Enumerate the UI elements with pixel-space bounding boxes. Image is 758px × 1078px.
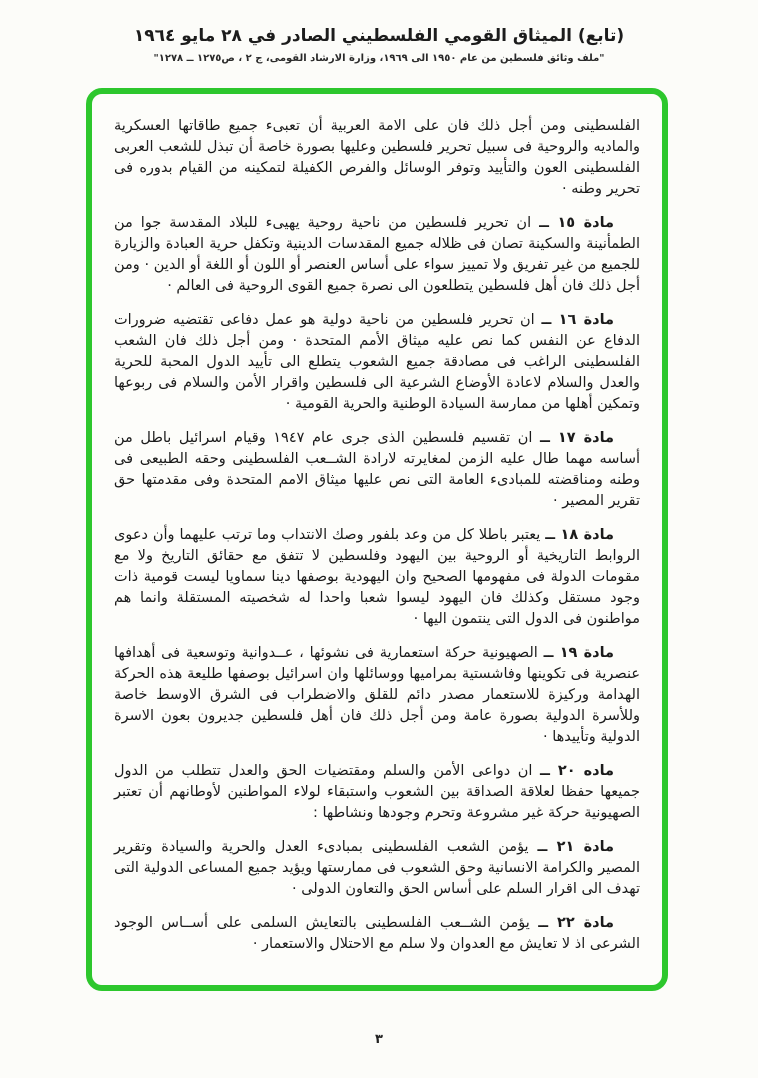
- article-18-label: مادة ١٨ ــ: [545, 527, 615, 543]
- page-number: ٣: [375, 1032, 383, 1047]
- page-header: [0, 26, 758, 64]
- article-15-label: مادة ١٥ ــ: [539, 215, 614, 231]
- article-18-text: يعتبر باطلا كل من وعد بلفور وصك الانتداب وما ترتب عليهما وأن دعوى الروابط التاريخية أو الروحية بين اليهود وفلسطين لا تتفق مع حقائق التاريخ ولا مع مقومات الدولة فى مفهومها الصحيح وان اليهودية بوصفها دينا سماويا ليست قومية ذات وجود مستقل وكذلك فان اليهود ليسوا شعبا واحدا له شخصيته المستقلة وانما هم مواطنون فى الدول التى ينتمون اليها ·: [114, 527, 640, 627]
- article-17: [114, 428, 640, 512]
- article-15-text: ان تحرير فلسطين من ناحية روحية يهيىء للبلاد المقدسة جوا من الطمأنينة والسكينة تصان فى ظلاله جميع المقدسات الدينية وتكفل حرية العبادة والزيارة للجميع من غير تفريق ولا تمييز سواء على أساس العنصر أو اللون أو اللغة أو الدين · ومن أجل ذلك فان أهل فلسطين يتطلعون الى نصرة جميع القوى الروحية فى العالم ·: [114, 215, 640, 294]
- continuation-paragraph: الفلسطينى ومن أجل ذلك فان على الامة العربية أن تعبىء جميع طاقاتها العسكرية والماديه والروحية فى سبيل تحرير فلسطين وعليها بصورة خاصة أن تبذل للشعب العربى الفلسطينى العون والتأييد وتوفر الوسائل والفرص الكفيلة لتمكينه من القيام بدوره فى تحرير وطنه ·: [114, 118, 640, 197]
- article-20: [114, 761, 640, 824]
- article-16-text: ان تحرير فلسطين من ناحية دولية هو عمل دفاعى تقتضيه ضرورات الدفاع عن النفس كما نص عليه ميثاق الأمم المتحدة · ومن أجل ذلك فان الشعب الفلسطينى الراغب فى مصادقة جميع الشعوب يتطلع الى تأييد الدول المحبة للحرية والعدل والسلام لاعادة الأوضاع الشرعية الى فلسطين واقرار الأمن والسلام فى ربوعها وتمكين أهلها من ممارسة السيادة الوطنية والحرية القومية ·: [114, 312, 640, 412]
- article-20-text: ان دواعى الأمن والسلم ومقتضيات الحق والعدل تتطلب من الدول جميعها حفظا لعلاقة الصداقة بين الشعوب واستبقاء لولاء المواطنين لأوطانهم أن تعتبر الصهيونية حركة غير مشروعة وتحرم وجودها ونشاطها :: [114, 763, 640, 821]
- article-16: [114, 310, 640, 415]
- article-21-label: مادة ٢١ ــ: [537, 839, 614, 855]
- charter-text-block: [92, 94, 662, 985]
- article-21-text: يؤمن الشعب الفلسطينى بمبادىء العدل والحرية والسيادة وتقرير المصير والكرامة الانسانية وحق الشعوب فى ممارستها ويؤيد جميع المساعى الدولية التى تهدف الى اقرار السلم على أساس الحق والتعاون الدولى ·: [114, 839, 640, 897]
- article-18: [114, 525, 640, 630]
- page-header-title: (تابع) الميثاق القومي الفلسطيني الصادر في ٢٨ مايو ١٩٦٤: [133, 26, 625, 46]
- article-19-label: مادة ١٩ ــ: [543, 645, 615, 661]
- article-16-label: مادة ١٦ ــ: [541, 312, 614, 328]
- article-22: [114, 913, 640, 955]
- article-20-label: ماده ٢٠ ــ: [539, 763, 614, 779]
- article-19: [114, 643, 640, 748]
- article-22-text: يؤمن الشــعب الفلسطينى بالتعايش السلمى على أســاس الوجود الشرعى اذ لا تعايش مع العدوان ولا سلم مع الاحتلال والاستعمار ·: [114, 915, 640, 952]
- article-19-text: الصهيونية حركة استعمارية فى نشوئها ، عــدوانية وتوسعية فى أهدافها عنصرية فى تكوينها وفاشستية بمراميها ووسائلها وان اسرائيل بوصفها طليعة هذه الحركة الهدامة وركيزة للاستعمار مصدر دائم للقلق والاضطراب فى الشرق الاوسط خاصة وللأسرة الدولية بصورة عامة ومن أجل ذلك فان أهل فلسطين جديرون بعون الاسرة الدولية وتأييدها ·: [114, 645, 640, 745]
- article-17-text: ان تقسيم فلسطين الذى جرى عام ١٩٤٧ وقيام اسرائيل باطل من أساسه مهما طال عليه الزمن لمغايرته لارادة الشــعب الفلسطينى وحقه الطبيعى فى وطنه ومناقضته للمبادىء العامة التى نص عليها ميثاق الامم المتحدة وفى مقدمتها حق تقرير المصير ·: [114, 430, 640, 509]
- article-17-label: مادة ١٧ ــ: [539, 430, 614, 446]
- article-21: [114, 837, 640, 900]
- green-border-frame: [86, 88, 668, 991]
- article-15: [114, 213, 640, 297]
- page-source-line: "ملف وثائق فلسطين من عام ١٩٥٠ الى ١٩٦٩، وزارة الارشاد القومى، ج ٢ ، ص١٢٧٥ ــ ١٢٧٨": [153, 53, 605, 64]
- article-22-label: مادة ٢٢ ــ: [538, 915, 615, 931]
